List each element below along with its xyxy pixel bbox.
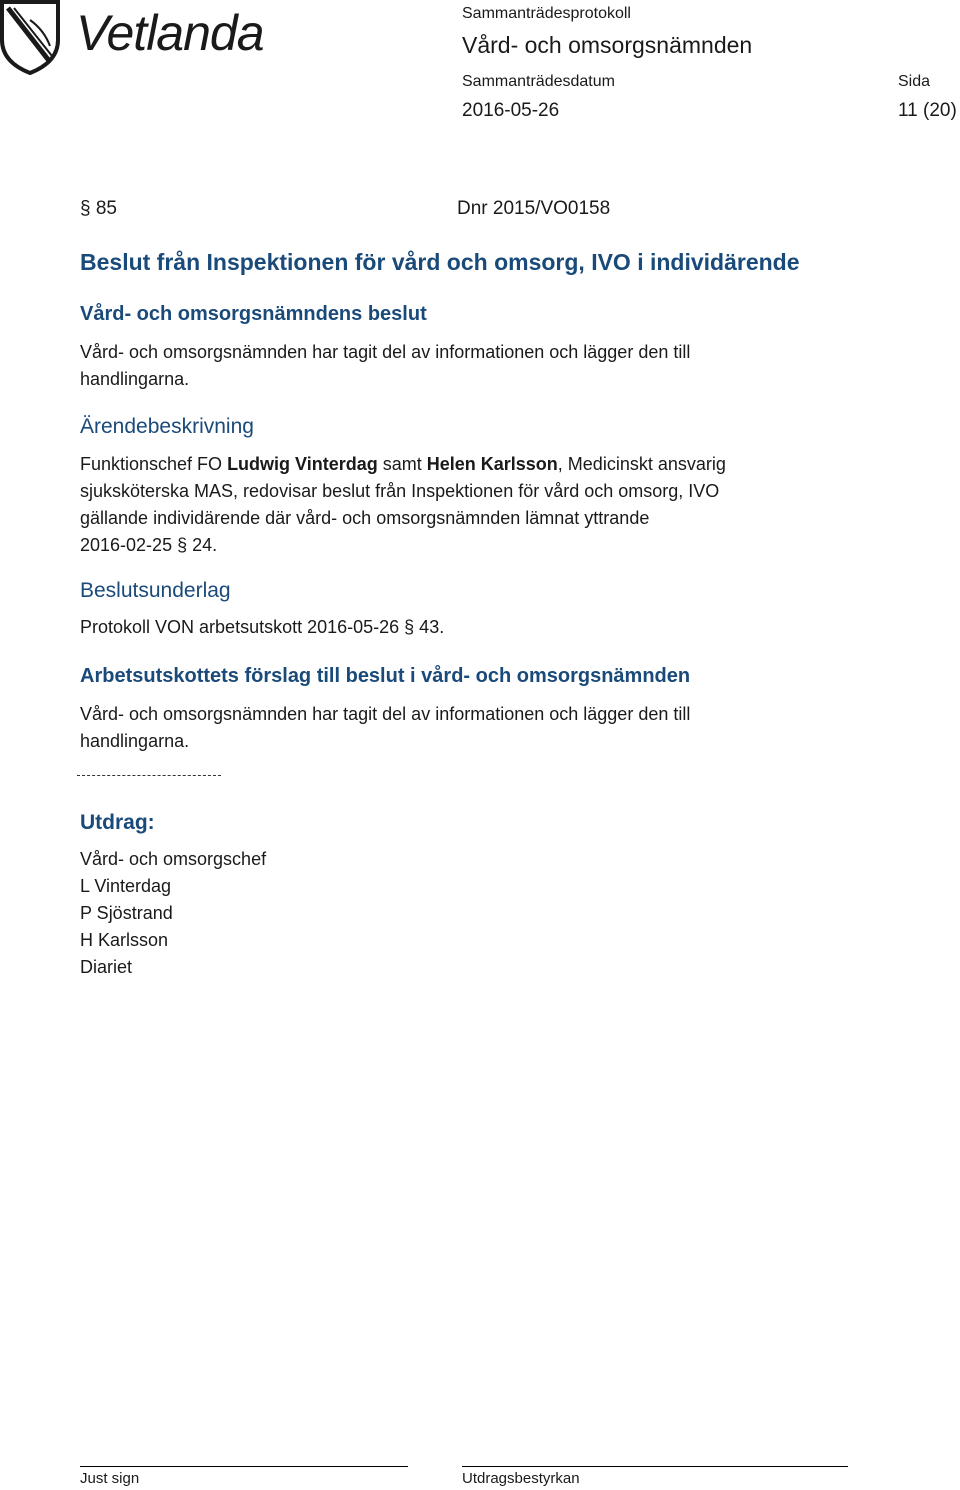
signature-line xyxy=(80,1466,408,1467)
decision-text: Vård- och omsorgsnämnden har tagit del av informationen och lägger den till handlingarna. xyxy=(80,342,691,389)
municipality-logo-text: Vetlanda xyxy=(76,5,264,61)
signature-label: Just sign xyxy=(80,1470,140,1487)
decision-heading: Vård- och omsorgsnämndens beslut xyxy=(80,303,427,325)
person-name: Ludwig Vinterdag xyxy=(227,454,378,474)
description-text: Funktionschef FO Ludwig Vinterdag samt Helen Karlsson, Medicinskt ansvarig sjuksköterska MAS, redovisar beslut från Inspektionen för vård och omsorg, IVO gällande individärende där vård- och omsorgsnämnden lämnat yttrande 2016-02-25 § 24. xyxy=(80,454,726,555)
basis-text: Protokoll VON arbetsutskott 2016-05-26 § 43. xyxy=(80,617,445,637)
person-name: Helen Karlsson xyxy=(426,454,558,474)
recipient-item: Diariet xyxy=(80,957,133,977)
meeting-date: 2016-05-26 xyxy=(462,100,560,121)
certification-label: Utdragsbestyrkan xyxy=(462,1470,580,1487)
basis-heading: Beslutsunderlag xyxy=(80,579,231,602)
extract-heading: Utdrag: xyxy=(80,811,155,834)
diary-number: Dnr 2015/VO0158 xyxy=(457,198,611,219)
proposal-text: Vård- och omsorgsnämnden har tagit del av informationen och lägger den till handlingarna. xyxy=(80,704,691,751)
case-title: Beslut från Inspektionen för vård och omsorg, IVO i individärende xyxy=(80,249,800,275)
description-heading: Ärendebeskrivning xyxy=(80,415,254,438)
extract-recipient-list xyxy=(80,846,266,981)
municipality-emblem-icon xyxy=(0,0,60,75)
separator-line xyxy=(77,775,221,776)
recipient-item: P Sjöstrand xyxy=(80,903,173,923)
paragraph-number: § 85 xyxy=(80,198,117,219)
meeting-date-label: Sammanträdesdatum xyxy=(462,73,615,90)
page-number: 11 (20) xyxy=(898,100,957,121)
document-type: Sammanträdesprotokoll xyxy=(462,5,631,22)
certification-line xyxy=(462,1466,848,1467)
recipient-item: H Karlsson xyxy=(80,930,169,950)
page-label: Sida xyxy=(898,73,931,90)
recipient-item: Vård- och omsorgschef xyxy=(80,849,267,869)
proposal-heading: Arbetsutskottets förslag till beslut i vård- och omsorgsnämnden xyxy=(80,665,691,687)
recipient-item: L Vinterdag xyxy=(80,876,172,896)
committee-name: Vård- och omsorgsnämnden xyxy=(462,32,753,58)
